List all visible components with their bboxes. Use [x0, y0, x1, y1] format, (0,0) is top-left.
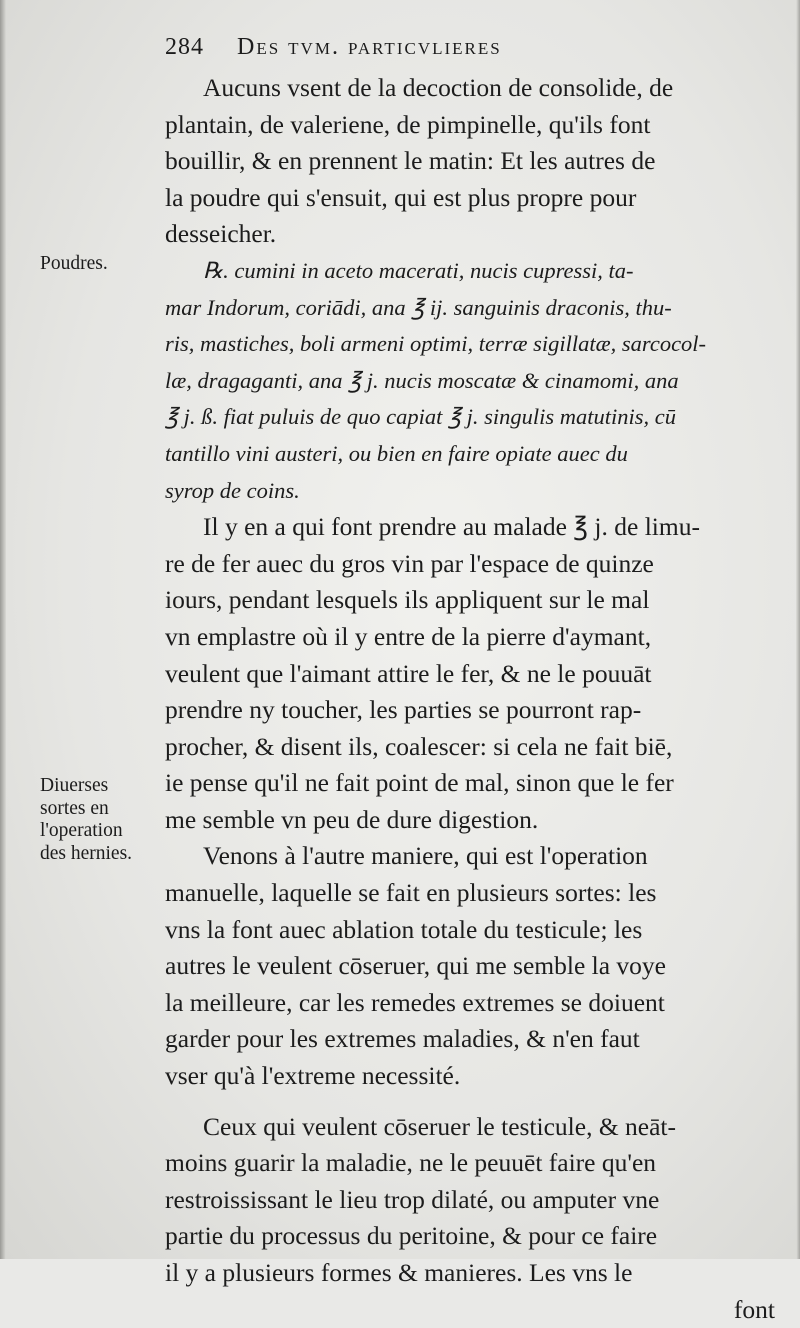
text-line: partie du processus du peritoine, & pour ce faire — [165, 1221, 658, 1251]
text-line: il y a plusieurs formes & manieres. Les vns le — [165, 1258, 633, 1287]
text-line: restroississant le lieu trop dilaté, ou amputer vne — [165, 1184, 660, 1214]
recipe-line: tantillo vini austeri, ou bien en faire opiate auec du — [165, 440, 628, 466]
running-header — [165, 34, 502, 61]
recipe-line: ris, mastiches, boli armeni optimi, terræ sigillatæ, sarcocol- — [165, 331, 707, 357]
running-title: Des tvm. particvlieres — [237, 34, 502, 60]
text-line: ie pense qu'il ne fait point de mal, sinon que le fer — [165, 768, 674, 798]
recipe-line: mar Indorum, coriādi, ana ℥ ij. sanguinis draconis, thu- — [165, 294, 672, 320]
text-line: la meilleure, car les remedes extremes se doiuent — [165, 987, 665, 1017]
page-edge-left — [0, 0, 6, 1259]
text-line: me semble vn peu de dure digestion. — [165, 804, 539, 834]
text-line: Aucuns vsent de la decoction de consolide, de — [203, 73, 674, 102]
text-line: iours, pendant lesquels ils appliquent sur le mal — [165, 585, 650, 615]
recipe-line: ℞. cumini in aceto macerati, nucis cupressi, ta- — [203, 257, 634, 283]
text-line: prendre ny toucher, les parties se pourront rap- — [165, 695, 642, 725]
page-edge-right — [796, 0, 800, 1259]
margin-note-poudres — [40, 253, 108, 290]
text-line: bouillir, & en prennent le matin: Et les autres de — [165, 146, 656, 176]
margin-note-line: sortes en — [40, 797, 109, 819]
text-line: desseicher. — [165, 219, 277, 249]
margin-note-line: l'operation — [40, 820, 123, 841]
text-line: vser qu'à l'extreme necessité. — [165, 1061, 461, 1091]
text-line: plantain, de valeriene, de pimpinelle, qu'ils font — [165, 109, 651, 139]
paragraph-gap — [165, 1095, 775, 1109]
text-line: Il y en a qui font prendre au malade ℥ j. de limu- — [203, 512, 700, 542]
text-line: vns la font auec ablation totale du testicule; les — [165, 914, 643, 944]
text-line: manuelle, laquelle se fait en plusieurs sortes: les — [165, 878, 657, 908]
recipe-line: ℥ j. ß. fiat puluis de quo capiat ℥ j. singulis matutinis, cū — [165, 404, 676, 430]
text-line: veulent que l'aimant attire le fer, & ne le pouuāt — [165, 658, 652, 688]
text-line: la poudre qui s'ensuit, qui est plus propre pour — [165, 182, 637, 212]
margin-note-hernies — [40, 775, 132, 865]
recipe-line: syrop de coins. — [165, 477, 300, 503]
text-line: autres le veulent cōseruer, qui me semble la voye — [165, 951, 666, 981]
margin-note-line: Diuerses — [40, 775, 109, 796]
text-line: Ceux qui veulent cōseruer le testicule, & neāt- — [203, 1111, 676, 1141]
text-line: vn emplastre où il y entre de la pierre d'aymant, — [165, 621, 652, 651]
margin-note-line: des hernies. — [40, 842, 133, 864]
text-line: re de fer auec du gros vin par l'espace de quinze — [165, 548, 654, 578]
text-line: procher, & disent ils, coalescer: si cela ne fait biē, — [165, 731, 673, 761]
page-number: 284 — [165, 34, 204, 60]
text-line: moins guarir la maladie, ne le peuuēt faire qu'en — [165, 1148, 657, 1178]
text-line: Venons à l'autre maniere, qui est l'operation — [203, 841, 648, 871]
catchword: font — [733, 1294, 775, 1324]
recipe-line: læ, dragaganti, ana ℥ j. nucis moscatæ & cinamomi, ana — [165, 367, 679, 393]
main-text — [165, 70, 775, 1328]
text-line: garder pour les extremes maladies, & n'en faut — [165, 1024, 640, 1054]
margin-note-line: Poudres. — [40, 253, 108, 274]
